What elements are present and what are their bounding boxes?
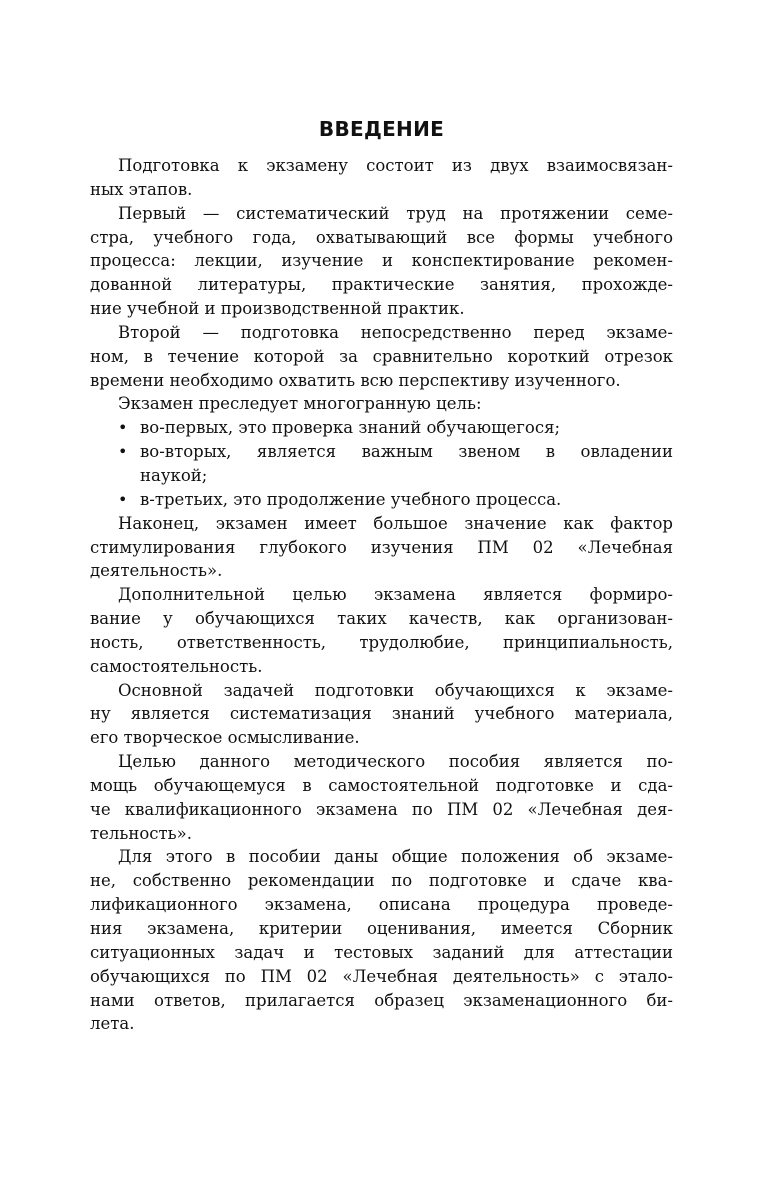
text-line: ность, ответственность, трудолюбие, принципиальность, [90,632,673,652]
bullet-item [90,416,673,440]
text-line: обучающихся по ПМ 02 «Лечебная деятельность» с этало- [90,966,673,986]
text-line: че квалификационного экзамена по ПМ 02 «Лечебная дея- [90,799,673,819]
text-line: Основной задачей подготовки обучающихся к экзаме- [118,680,673,700]
text-line: времени необходимо охватить всю перспективу изученного. [90,370,621,390]
text-line: стимулирования глубокого изучения ПМ 02 «Лечебная [90,537,673,557]
closing-paragraphs [90,512,673,1037]
text-line: вание у обучающихся таких качеств, как организован- [90,609,673,629]
text-line: ситуационных задач и тестовых заданий для аттестации [90,942,673,962]
text-line: деятельность». [90,561,223,581]
bullet-item [90,440,673,488]
text-line: во-вторых, является важным звеном в овладении [140,442,673,462]
text-line: Экзамен преследует многогранную цель: [118,394,482,414]
bullet-dot-icon: • [118,489,128,509]
text-line: лификационного экзамена, описана процедура проведе- [90,895,673,915]
paragraph [90,845,673,1036]
paragraph [90,750,673,845]
page-heading: ВВЕДЕНИЕ [318,117,445,141]
bullet-dot-icon: • [118,418,128,438]
text-line: мощь обучающемуся в самостоятельной подготовке и сда- [90,775,673,795]
text-line: не, собственно рекомендации по подготовке и сдаче ква- [90,871,673,891]
text-line: самостоятельность. [90,656,263,676]
intro-paragraphs [90,154,673,416]
paragraph [90,154,673,202]
text-line: во-первых, это проверка знаний обучающегося; [140,418,561,438]
text-line: Для этого в пособии даны общие положения об экзаме- [118,847,673,867]
document-page [90,112,673,1036]
text-line: наукой; [140,465,208,485]
text-line: Второй — подготовка непосредственно перед экзаме- [118,322,673,342]
bullet-item [90,488,673,512]
paragraph [90,512,673,584]
text-line: Целью данного методического пособия является по- [118,752,673,772]
text-line: Первый — систематический труд на протяжении семе- [118,203,673,223]
text-line: Наконец, экзамен имеет большое значение как фактор [118,513,673,533]
text-line: нами ответов, прилагается образец экзаменационного би- [90,990,673,1010]
text-line: ние учебной и производственной практик. [90,299,465,319]
text-line: ну является систематизация знаний учебного материала, [90,704,673,724]
paragraph [90,392,673,416]
text-line: ния экзамена, критерии оценивания, имеется Сборник [90,919,673,938]
paragraph [90,679,673,751]
text-line: лета. [90,1014,135,1034]
paragraph [90,583,673,678]
text-line: Дополнительной целью экзамена является формиро- [118,585,673,605]
text-line: тельность». [90,823,192,843]
text-line: ном, в течение которой за сравнительно короткий отрезок [90,346,673,366]
bullet-dot-icon: • [118,442,128,462]
text-line: его творческое осмысливание. [90,728,360,748]
paragraph [90,202,673,321]
text-line: процесса: лекции, изучение и конспектирование рекомен- [90,251,673,271]
text-line: в-третьих, это продолжение учебного процесса. [140,489,562,509]
text-line: стра, учебного года, охватывающий все формы учебного [90,227,673,247]
text-line: Подготовка к экзамену состоит из двух взаимосвязан- [118,156,673,175]
text-line: дованной литературы, практические занятия, прохожде- [90,275,673,295]
paragraph [90,321,673,393]
text-line: ных этапов. [90,179,193,199]
goals-bullet-list [90,416,673,511]
